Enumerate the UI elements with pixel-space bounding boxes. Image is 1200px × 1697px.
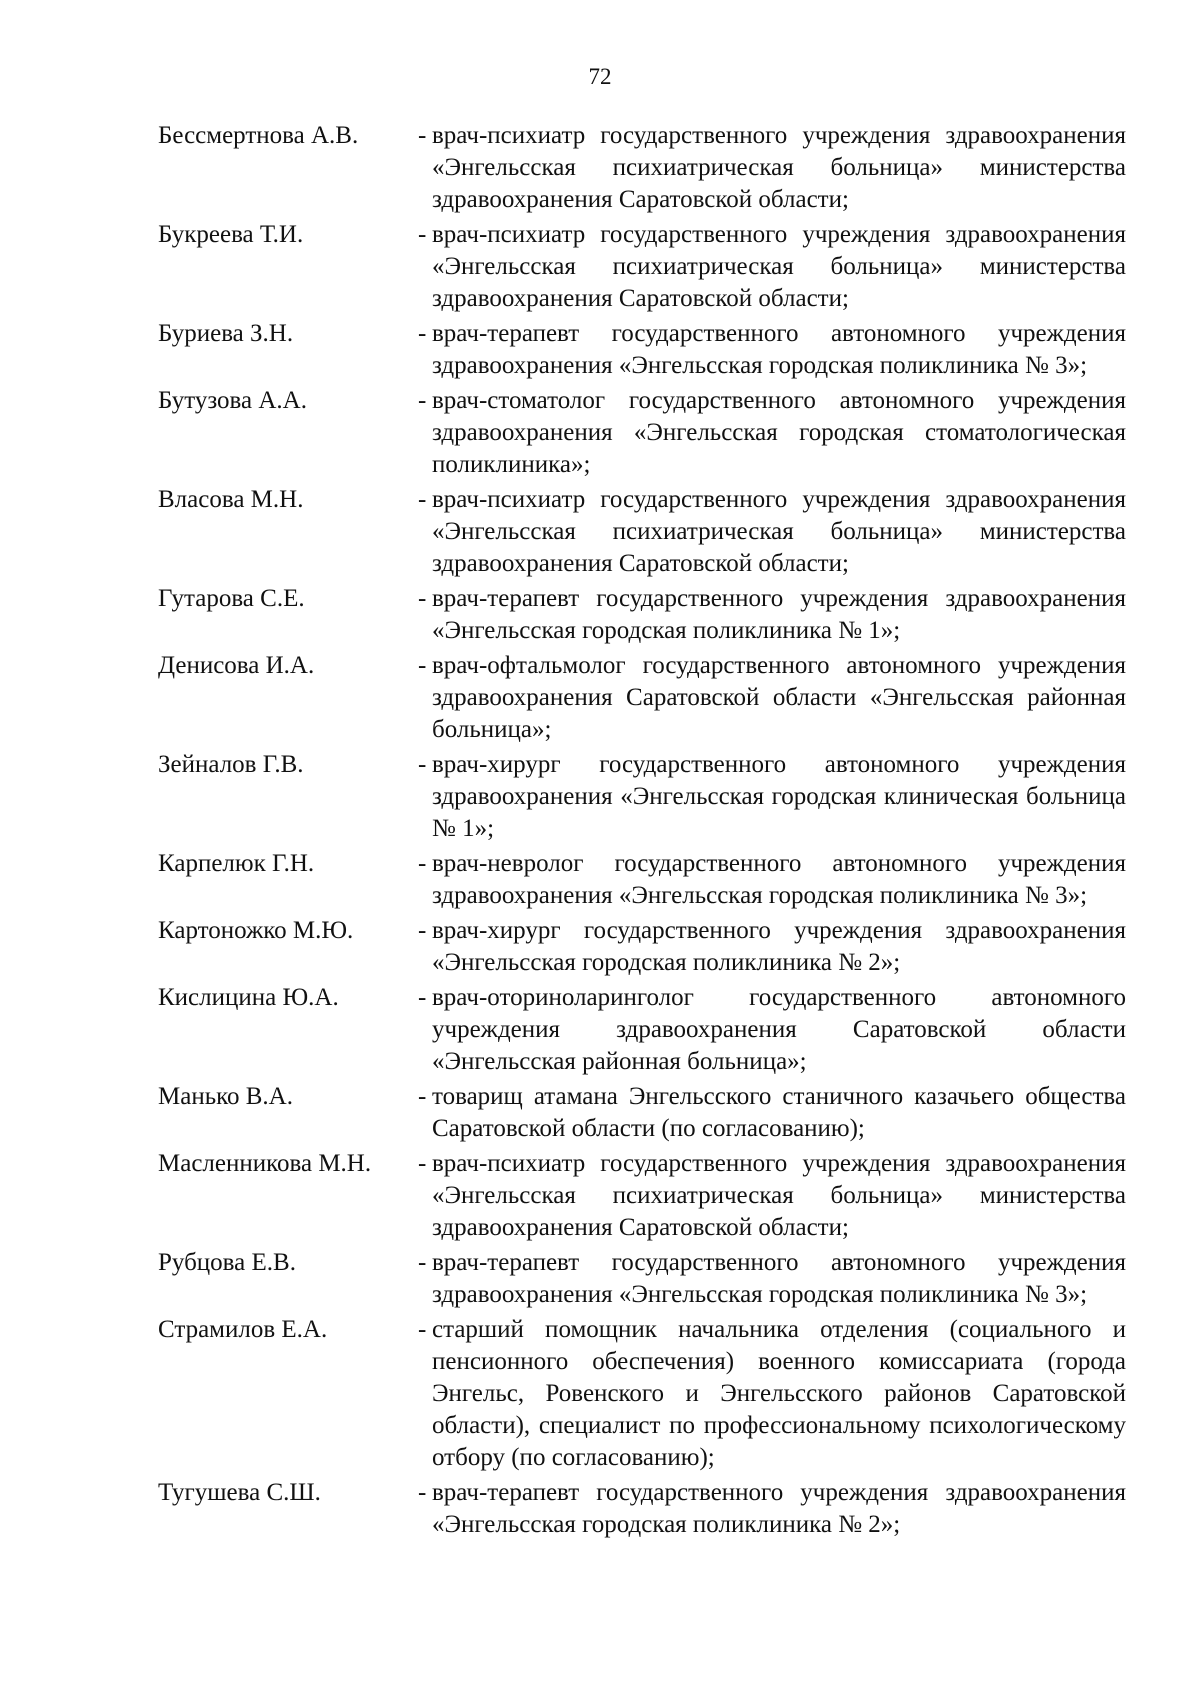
entry-dash: - (418, 751, 427, 778)
member-position: врач-психиатр государственного учреждения здравоохранения «Энгельсская психиатрическая больница» министерства здравоохранения Саратовской области; (432, 486, 1126, 577)
member-position: врач-офтальмолог государственного автономного учреждения здравоохранения Саратовской области «Энгельсская районная больница»; (432, 652, 1126, 743)
member-position: врач-невролог государственного автономного учреждения здравоохранения «Энгельсская городская поликлиника № 3»; (432, 850, 1126, 909)
member-entry (0, 1247, 1200, 1311)
member-entry (0, 318, 1200, 382)
member-position: врач-хирург государственного автономного учреждения здравоохранения «Энгельсская городская клиническая больница № 1»; (432, 751, 1126, 842)
entry-dash: - (418, 984, 427, 1011)
member-name: Бессмертнова А.В. (158, 122, 359, 149)
member-name: Манько В.А. (158, 1083, 293, 1110)
member-entry (0, 749, 1200, 845)
member-name: Картоножко М.Ю. (158, 917, 354, 944)
member-position: старший помощник начальника отделения (социального и пенсионного обеспечения) военного комиссариата (города Энгельс, Ровенского и Энгельсского районов Саратовской области), специалист по профессиональному психологическому отбору (по согласованию); (432, 1316, 1126, 1471)
entry-dash: - (418, 320, 427, 347)
member-name: Рубцова Е.В. (158, 1249, 296, 1276)
member-entry (0, 982, 1200, 1078)
member-name: Кислицина Ю.А. (158, 984, 339, 1011)
member-entry (0, 385, 1200, 481)
member-entry (0, 120, 1200, 216)
member-position: врач-хирург государственного учреждения здравоохранения «Энгельсская городская поликлиника № 2»; (432, 917, 1126, 976)
entry-dash: - (418, 652, 427, 679)
entry-dash: - (418, 486, 427, 513)
member-name: Карпелюк Г.Н. (158, 850, 315, 877)
entry-dash: - (418, 1249, 427, 1276)
member-name: Зейналов Г.В. (158, 751, 304, 778)
entry-dash: - (418, 1083, 427, 1110)
member-position: врач-оториноларинголог государственного автономного учреждения здравоохранения Саратовской области «Энгельсская районная больница»; (432, 984, 1126, 1075)
member-name: Страмилов Е.А. (158, 1316, 328, 1343)
commission-member-list (0, 120, 1200, 1544)
entry-dash: - (418, 585, 427, 612)
member-entry (0, 915, 1200, 979)
page-number: 72 (588, 64, 612, 89)
entry-dash: - (418, 221, 427, 248)
entry-dash: - (418, 1479, 427, 1506)
entry-dash: - (418, 1316, 427, 1343)
entry-dash: - (418, 917, 427, 944)
member-position: врач-психиатр государственного учреждения здравоохранения «Энгельсская психиатрическая больница» министерства здравоохранения Саратовской области; (432, 1150, 1126, 1241)
member-position: врач-терапевт государственного автономного учреждения здравоохранения «Энгельсская городская поликлиника № 3»; (432, 1249, 1126, 1308)
member-entry (0, 219, 1200, 315)
member-position: врач-психиатр государственного учреждения здравоохранения «Энгельсская психиатрическая больница» министерства здравоохранения Саратовской области; (432, 221, 1126, 312)
member-position: врач-терапевт государственного автономного учреждения здравоохранения «Энгельсская городская поликлиника № 3»; (432, 320, 1126, 379)
member-name: Буриева З.Н. (158, 320, 294, 347)
member-position: врач-стоматолог государственного автономного учреждения здравоохранения «Энгельсская городская стоматологическая поликлиника»; (432, 387, 1126, 478)
member-entry (0, 583, 1200, 647)
member-entry (0, 1148, 1200, 1244)
member-position: врач-терапевт государственного учреждения здравоохранения «Энгельсская городская поликлиника № 2»; (432, 1479, 1126, 1538)
member-position: врач-терапевт государственного учреждения здравоохранения «Энгельсская городская поликлиника № 1»; (432, 585, 1126, 644)
member-entry (0, 1477, 1200, 1541)
entry-dash: - (418, 1150, 427, 1177)
member-entry (0, 848, 1200, 912)
member-name: Бутузова А.А. (158, 387, 307, 414)
member-entry (0, 1314, 1200, 1474)
member-name: Букреева Т.И. (158, 221, 304, 248)
member-name: Гутарова С.Е. (158, 585, 305, 612)
member-position: врач-психиатр государственного учреждения здравоохранения «Энгельсская психиатрическая больница» министерства здравоохранения Саратовской области; (432, 122, 1126, 213)
member-entry (0, 1081, 1200, 1145)
entry-dash: - (418, 850, 427, 877)
member-entry (0, 484, 1200, 580)
member-name: Тугушева С.Ш. (158, 1479, 321, 1506)
entry-dash: - (418, 122, 427, 149)
member-position: товарищ атамана Энгельсского станичного казачьего общества Саратовской области (по согласованию); (432, 1083, 1126, 1142)
entry-dash: - (418, 387, 427, 414)
member-entry (0, 650, 1200, 746)
member-name: Власова М.Н. (158, 486, 304, 513)
member-name: Масленникова М.Н. (158, 1150, 372, 1177)
member-name: Денисова И.А. (158, 652, 315, 679)
